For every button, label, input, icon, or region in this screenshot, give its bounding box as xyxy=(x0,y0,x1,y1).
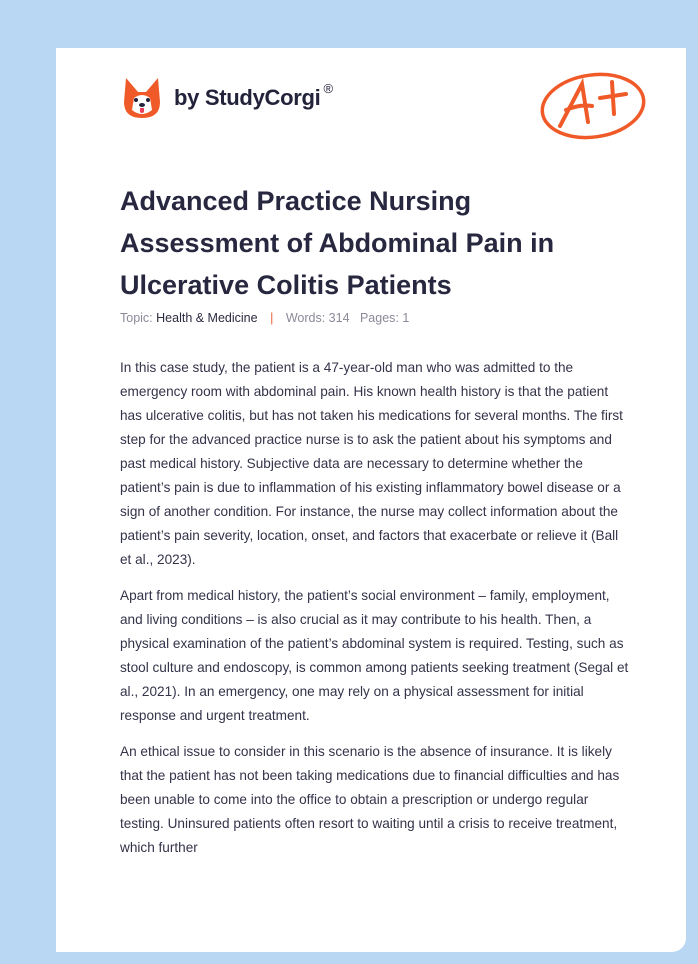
corgi-icon xyxy=(122,76,162,120)
paragraph: An ethical issue to consider in this scenario is the absence of insurance. It is likely that the patient has not been taking medications due to financial difficulties and has been unable to come into the office to obtain a prescription or undergo regular testing. Uninsured patients often resort to waiting until a crisis to receive treatment, which further xyxy=(120,744,620,855)
paragraph: Apart from medical history, the patient’s social environment – family, employment, and living conditions – is also crucial as it may contribute to his health. Then, a physical examination of the patient’s abdominal system is required. Testing, such as stool culture and endoscopy, is common among patients seeking treatment (Segal et al., 2021). In an emergency, one may rely on a physical assessment for initial response and urgent treatment. xyxy=(120,588,629,723)
registered-mark: ® xyxy=(323,80,334,96)
a-plus-grade-icon xyxy=(538,70,648,140)
topic-label: Topic: xyxy=(120,311,153,325)
document-meta xyxy=(120,311,409,325)
meta-separator: | xyxy=(270,311,274,325)
paragraph: In this case study, the patient is a 47-year-old man who was admitted to the emergency room with abdominal pain. His known health history is that the patient has ulcerative colitis, but has not taken his medications for several months. The first step for the advanced practice nurse is to ask the patient about his symptoms and past medical history. Subjective data are necessary to determine whether the patient’s pain is due to inflammation of his existing inflammatory bowel disease or a sign of another condition. For instance, the nurse may collect information about the patient’s pain severity, location, onset, and factors that exacerbate or relieve it (Ball et al., 2023). xyxy=(120,360,623,567)
page-count: 1 xyxy=(402,311,410,325)
topic-link[interactable]: Health & Medicine xyxy=(156,311,258,325)
word-count: 314 xyxy=(328,311,350,325)
brand-name: by StudyCorgi xyxy=(174,85,321,110)
pages-label: Pages: xyxy=(359,311,399,325)
studycorgi-logo[interactable] xyxy=(122,76,333,120)
document-card xyxy=(56,48,686,952)
page-title: Advanced Practice Nursing Assessment of Abdominal Pain in Ulcerative Colitis Patients xyxy=(120,186,555,300)
document-body xyxy=(120,356,632,872)
words-label: Words: xyxy=(285,311,326,325)
